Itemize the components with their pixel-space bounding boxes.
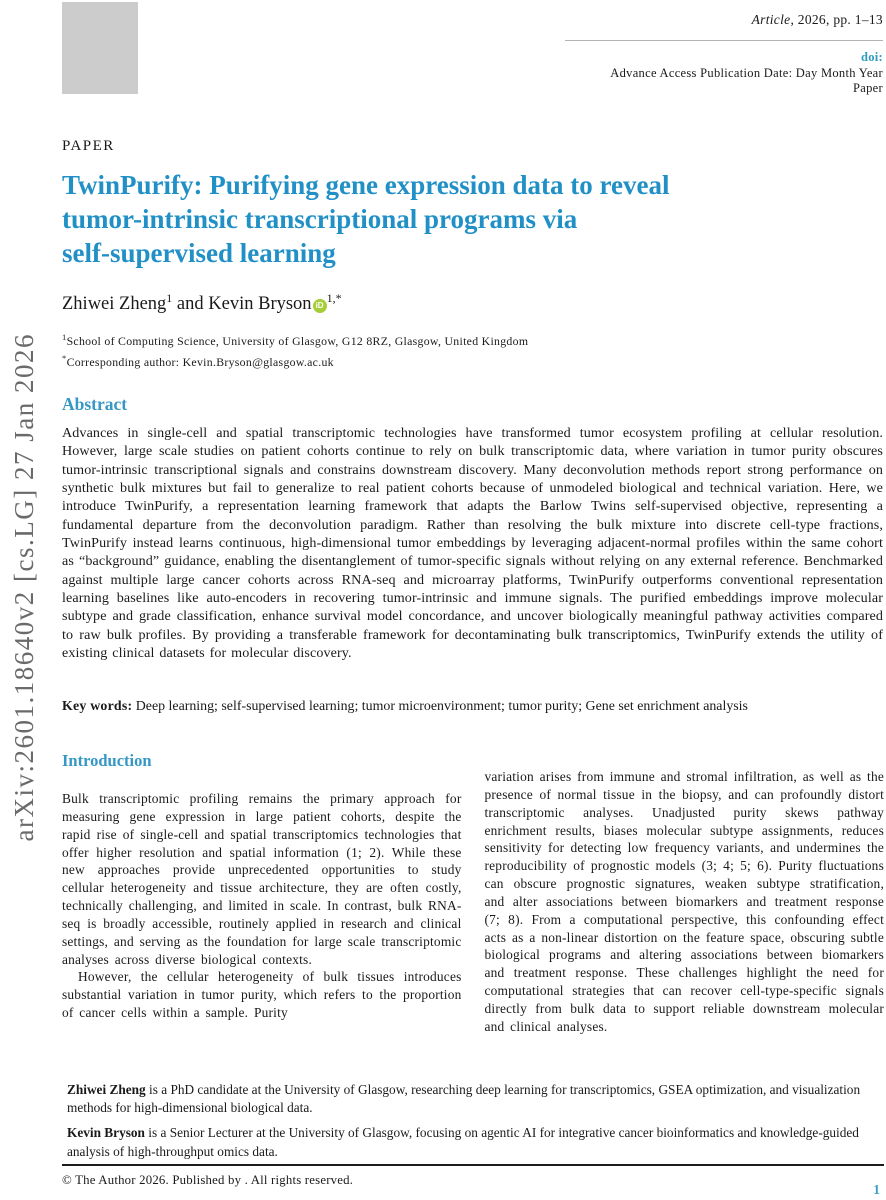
journal-logo-placeholder bbox=[62, 2, 138, 94]
corresponding-line bbox=[62, 350, 528, 371]
article-citation-rest: , 2026, pp. 1–13 bbox=[790, 12, 883, 27]
category-label: PAPER bbox=[62, 138, 115, 154]
affiliations-block bbox=[62, 329, 528, 372]
author-2: Kevin Bryson bbox=[208, 294, 312, 315]
paper-type-label: Paper bbox=[853, 81, 883, 95]
paper-title-line-2: tumor-intrinsic transcriptional programs via bbox=[62, 204, 578, 234]
bio-author-2 bbox=[67, 1124, 879, 1160]
corresponding-email[interactable]: Kevin.Bryson@glasgow.ac.uk bbox=[182, 355, 334, 370]
affiliation-sup: 1 bbox=[62, 332, 67, 342]
article-word: Article bbox=[751, 12, 791, 27]
header-divider bbox=[565, 40, 883, 41]
paper-title-line-3: self-supervised learning bbox=[62, 238, 336, 268]
article-citation-line bbox=[565, 12, 883, 28]
orcid-icon[interactable]: iD bbox=[313, 299, 327, 313]
author-line bbox=[62, 291, 342, 315]
footer-divider bbox=[62, 1164, 884, 1166]
copyright-line: © The Author 2026. Published by . All rights reserved. bbox=[62, 1173, 354, 1187]
affiliation-text: School of Computing Science, University of Glasgow, G12 8RZ, Glasgow, United Kingdom bbox=[66, 333, 529, 348]
body-columns bbox=[62, 751, 884, 1036]
author-1: Zhiwei Zheng bbox=[62, 294, 167, 315]
bio-author-1 bbox=[67, 1081, 879, 1117]
introduction-heading: Introduction bbox=[62, 751, 152, 770]
corresponding-label: Corresponding author: bbox=[66, 355, 183, 370]
corresponding-sup: * bbox=[62, 353, 67, 364]
bio-author-1-text: is a PhD candidate at the University of Glasgow, researching deep learning for transcriptomics, GSEA optimization, and visualization methods for high-dimensional biological data. bbox=[67, 1082, 861, 1116]
page-number: 1 bbox=[873, 1182, 880, 1197]
author-1-affil-sup: 1 bbox=[166, 291, 173, 305]
arxiv-banner bbox=[2, 0, 46, 1175]
paper-title bbox=[62, 168, 877, 270]
bio-author-2-text: is a Senior Lecturer at the University of Glasgow, focusing on agentic AI for integrative cancer bioinformatics and knowledge-guided analysis of high-throughput omics data. bbox=[67, 1125, 859, 1159]
keywords-text: Deep learning; self-supervised learning; tumor microenvironment; tumor purity; Gene set enrichment analysis bbox=[132, 699, 748, 714]
abstract-body: Advances in single-cell and spatial transcriptomic technologies have transformed tumor ecosystem profiling at cellular resolution. However, large scale studies on patient cohorts continue to rely on bulk transcriptomic data, where variation in tumor purity obscures tumor-intrinsic transcriptional signals and constrains downstream discovery. Many deconvolution methods report strong performance on synthetic bulk mixtures but fail to generalize to real patient cohorts because of unmodeled biological and technical variation. Here, we introduce TwinPurify, a representation learning framework that adapts the Barlow Twins self-supervised objective, representing a fundamental departure from the deconvolution paradigm. Rather than resolving the bulk mixture into discrete cell-type fractions, TwinPurify instead learns continuous, high-dimensional tumor embeddings by leveraging adjacent-normal profiles within the same cohort as “background” guidance, enabling the disentanglement of tumor-specific signals without relying on any external reference. Benchmarked against multiple large cancer cohorts across RNA-seq and microarray platforms, TwinPurify outperforms conventional representation learning baselines like auto-encoders in recovering tumor-intrinsic and immune signals. The purified embeddings improve molecular subtype and grade classification, enhance survival model concordance, and uncover biologically meaningful pathway activities compared to raw bulk profiles. By providing a transferable framework for decontaminating bulk transcriptomics, TwinPurify extends the utility of existing clinical datasets for molecular discovery. bbox=[62, 425, 883, 662]
right-column bbox=[485, 751, 885, 1036]
advance-access-line: Advance Access Publication Date: Day Month Year bbox=[610, 65, 883, 80]
bio-author-2-name: Kevin Bryson bbox=[67, 1125, 145, 1141]
journal-header bbox=[565, 12, 883, 97]
author-and: and bbox=[172, 294, 209, 315]
intro-paragraph-2: However, the cellular heterogeneity of bulk tissues introduces substantial variation in tumor purity, which refers to the proportion of cancer cells within a sample. Purity bbox=[62, 969, 462, 1021]
arxiv-banner-text: arXiv:2601.18640v2 [cs.LG] 27 Jan 2026 bbox=[8, 333, 39, 842]
keywords-line bbox=[62, 699, 883, 715]
author-2-affil-sup: 1,* bbox=[326, 291, 342, 305]
intro-paragraph-3: variation arises from immune and stromal infiltration, as well as the presence of normal tissue in the biopsy, and can profoundly distort transcriptomic analyses. Unadjusted purity skews pathway enrichment results, biases molecular subtype assignments, reduces sensitivity for detecting low frequency variants, and undermines the reproducibility of prognostic models (3; 4; 5; 6). Purity fluctuations can obscure prognostic signatures, weaken subtype stratification, and alter associations between biomarkers and treatment response (7; 8). From a computational perspective, this confounding effect acts as a non-linear distortion on the feature space, obscuring subtle biological programs and altering associations between biomarkers and treatment response. These challenges highlight the need for computational strategies that can recover cell-type-specific signals directly from bulk data to support reliable downstream molecular and clinical analyses. bbox=[484, 769, 884, 1034]
doi-link[interactable]: doi: bbox=[860, 50, 883, 64]
intro-paragraph-1: Bulk transcriptomic profiling remains the primary approach for measuring gene expression in large patient cohorts, despite the rapid rise of single-cell and spatial transcriptomics technologies that offer higher resolution and spatial information (1; 2). While these new approaches provide unprecedented opportunities to study cellular heterogeneity and tissue architecture, they are often costly, technically challenging, and limited in scale. In contrast, bulk RNA-seq is broadly accessible, routinely applied in research and clinical settings, and serving as the foundation for large scale transcriptomic analyses across diverse biological contexts. bbox=[62, 791, 462, 967]
bio-author-1-name: Zhiwei Zheng bbox=[67, 1082, 146, 1097]
author-bios bbox=[67, 1081, 879, 1168]
paper-title-line-1: TwinPurify: Purifying gene expression data to reveal bbox=[62, 170, 670, 200]
left-column bbox=[62, 751, 462, 1036]
keywords-label: Key words: bbox=[62, 699, 133, 714]
affiliation-line bbox=[62, 329, 528, 350]
abstract-heading: Abstract bbox=[62, 394, 128, 414]
